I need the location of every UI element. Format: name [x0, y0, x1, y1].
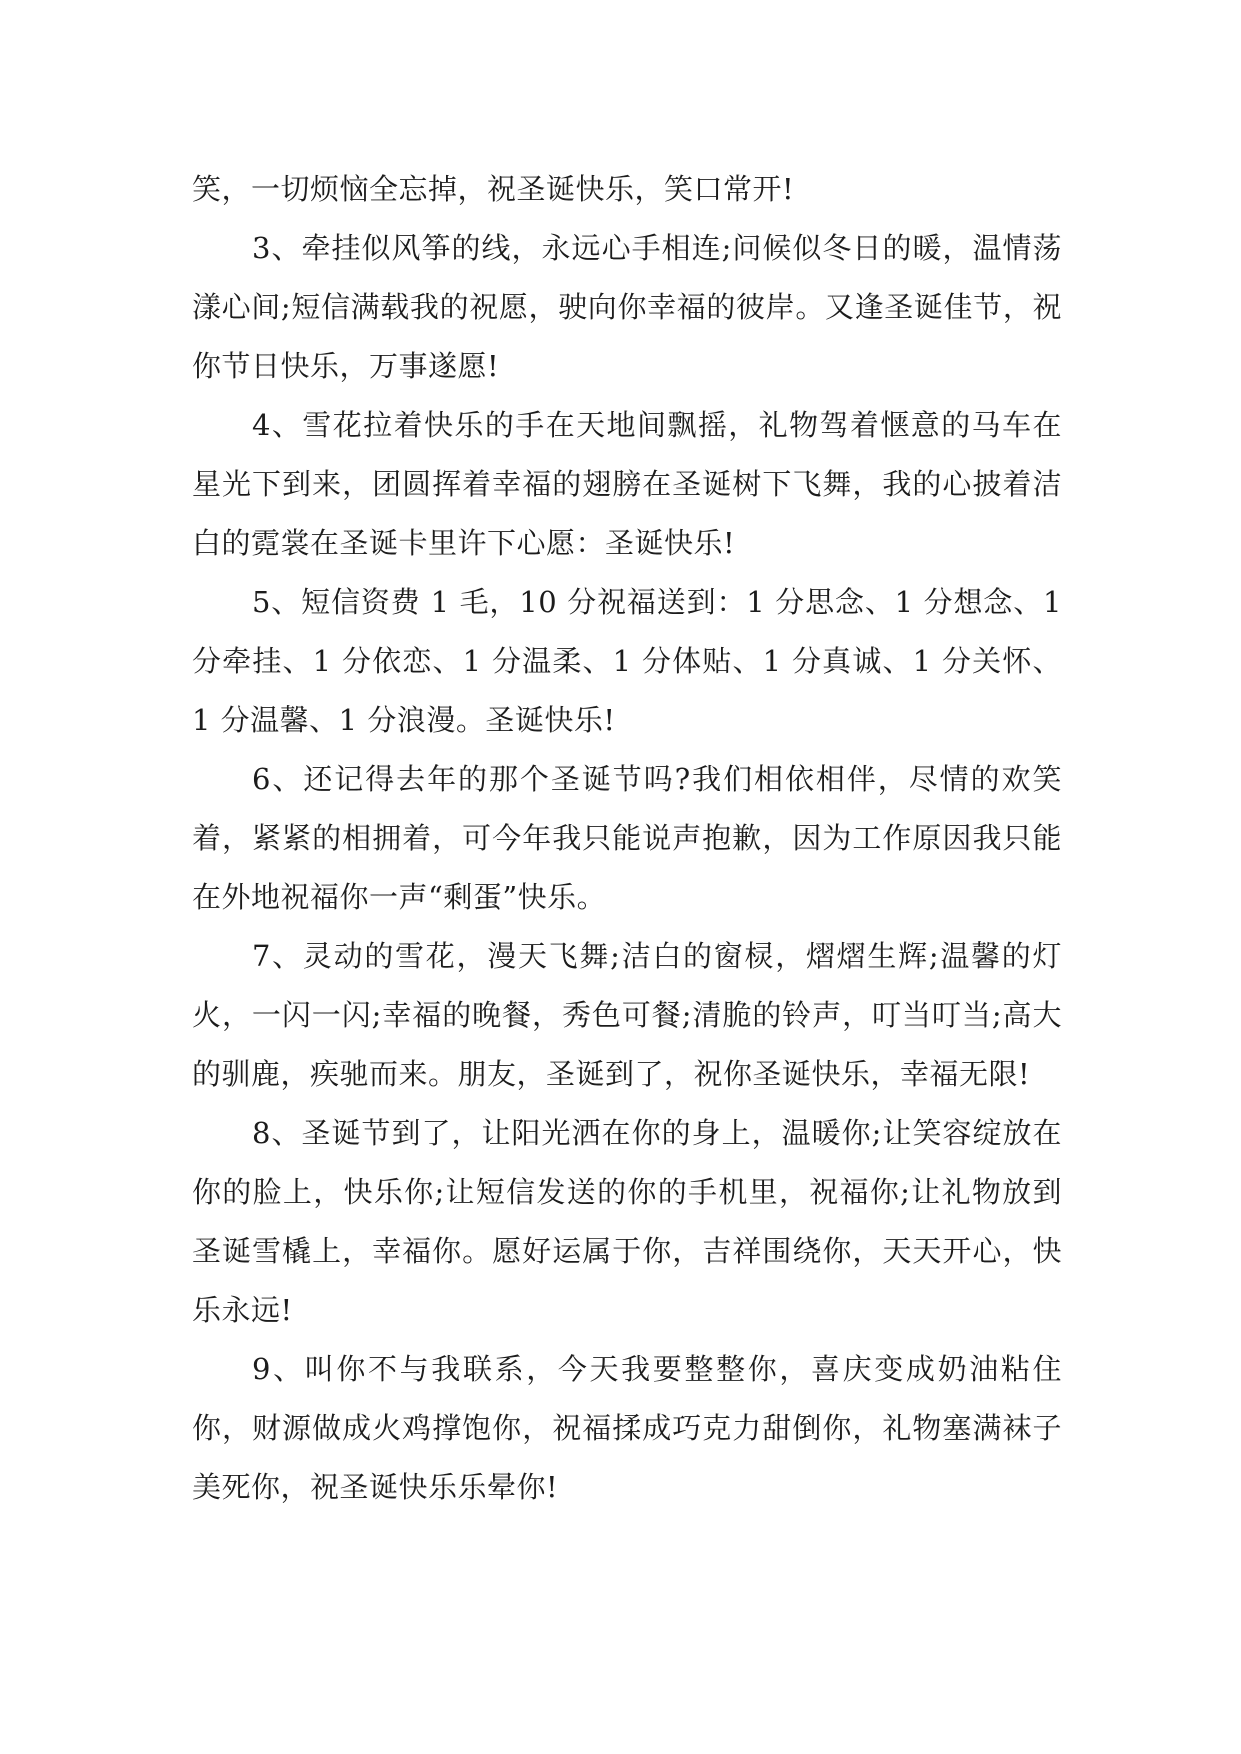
paragraph-item-9: 9、叫你不与我联系，今天我要整整你，喜庆变成奶油粘住你，财源做成火鸡撑饱你，祝福揉成巧克力甜倒你，礼物塞满袜子美死你，祝圣诞快乐乐晕你!: [192, 1352, 1062, 1504]
paragraph-item-8: 8、圣诞节到了，让阳光洒在你的身上，温暖你;让笑容绽放在你的脸上，快乐你;让短信发送的你的手机里，祝福你;让礼物放到圣诞雪橇上，幸福你。愿好运属于你，吉祥围绕你，天天开心，快乐永远!: [192, 1116, 1062, 1327]
paragraph-item-4: 4、雪花拉着快乐的手在天地间飘摇，礼物驾着惬意的马车在星光下到来，团圆挥着幸福的翅膀在圣诞树下飞舞，我的心披着洁白的霓裳在圣诞卡里许下心愿：圣诞快乐!: [192, 408, 1062, 560]
paragraph-item-7: 7、灵动的雪花，漫天飞舞;洁白的窗棂，熠熠生辉;温馨的灯火，一闪一闪;幸福的晚餐，秀色可餐;清脆的铃声，叮当叮当;高大的驯鹿，疾驰而来。朋友，圣诞到了，祝你圣诞快乐，幸福无限!: [192, 939, 1062, 1091]
document-body: [192, 160, 1062, 1517]
paragraph-item-3: 3、牵挂似风筝的线，永远心手相连;问候似冬日的暖，温情荡漾心间;短信满载我的祝愿，驶向你幸福的彼岸。又逢圣诞佳节，祝你节日快乐，万事遂愿!: [192, 231, 1062, 383]
paragraph-continuation: 笑，一切烦恼全忘掉，祝圣诞快乐，笑口常开!: [192, 172, 795, 206]
paragraph-item-5: 5、短信资费 1 毛，10 分祝福送到：1 分思念、1 分想念、1 分牵挂、1 分依恋、1 分温柔、1 分体贴、1 分真诚、1 分关怀、1 分温馨、1 分浪漫。圣诞快乐!: [192, 585, 1062, 737]
paragraph-item-6: 6、还记得去年的那个圣诞节吗?我们相依相伴，尽情的欢笑着，紧紧的相拥着，可今年我只能说声抱歉，因为工作原因我只能在外地祝福你一声“剩蛋”快乐。: [192, 762, 1062, 914]
